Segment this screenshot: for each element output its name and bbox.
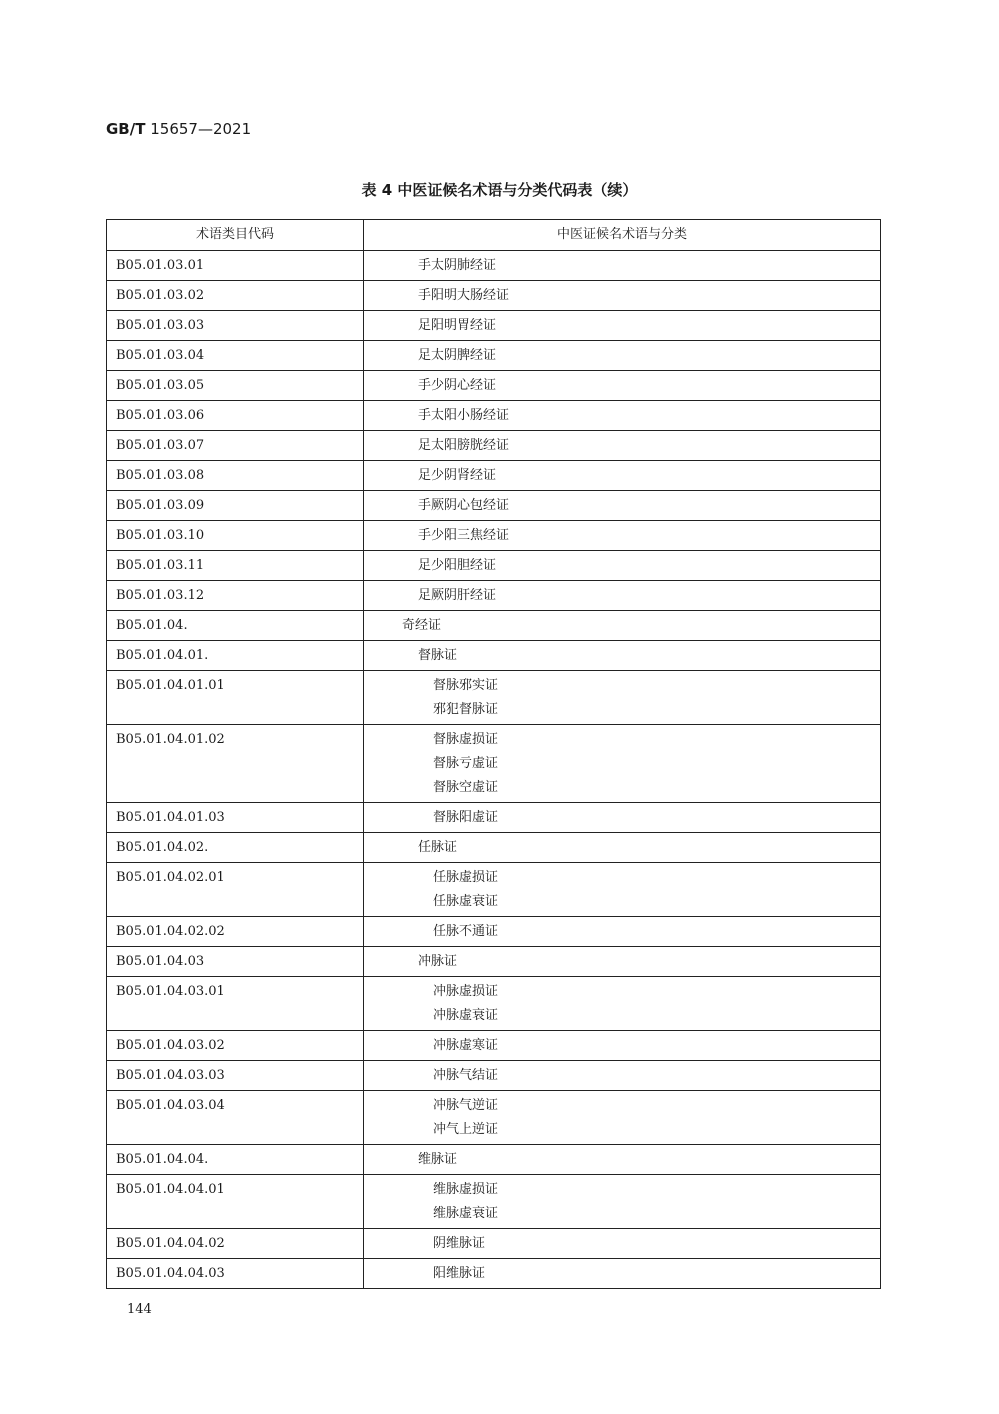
table-row [107,1061,881,1091]
syndrome-terms-cell [364,947,881,977]
syndrome-terms-cell [364,1091,881,1145]
syndrome-term: 手少阳三焦经证 [418,528,510,543]
table-row [107,1229,881,1259]
syndrome-term: 任脉虚损证 [433,870,499,885]
syndrome-term: 维脉虚衰证 [433,1206,499,1221]
syndrome-term: 督脉空虚证 [433,780,499,795]
syndrome-term: 冲脉气逆证 [433,1098,499,1113]
syndrome-term: 维脉虚损证 [433,1182,499,1197]
category-code-cell: B05.01.03.09 [107,491,364,521]
category-code-cell: B05.01.04.03.01 [107,977,364,1031]
syndrome-terms-cell [364,521,881,551]
syndrome-terms-cell [364,641,881,671]
category-code-cell: B05.01.03.08 [107,461,364,491]
category-code-cell: B05.01.03.01 [107,251,364,281]
category-code-cell: B05.01.04.01.02 [107,725,364,803]
category-code-cell: B05.01.04.04.02 [107,1229,364,1259]
syndrome-term: 冲脉虚寒证 [433,1038,499,1053]
category-code-cell: B05.01.03.07 [107,431,364,461]
category-code-cell: B05.01.04.03.02 [107,1031,364,1061]
syndrome-term: 督脉阳虚证 [433,810,499,825]
syndrome-term: 维脉证 [418,1152,458,1167]
syndrome-terms-cell [364,1145,881,1175]
syndrome-term: 手厥阴心包经证 [418,498,510,513]
syndrome-term: 督脉证 [418,648,458,663]
syndrome-term: 阳维脉证 [433,1266,486,1281]
syndrome-terms-cell [364,371,881,401]
table-row [107,371,881,401]
table-row [107,641,881,671]
document-header [106,120,251,138]
syndrome-term: 冲脉气结证 [433,1068,499,1083]
syndrome-terms-cell [364,671,881,725]
table-row [107,401,881,431]
syndrome-term: 手少阴心经证 [418,378,497,393]
syndrome-terms-cell [364,917,881,947]
category-code-cell: B05.01.04.02. [107,833,364,863]
standard-prefix: GB/T [106,120,146,138]
syndrome-term: 任脉证 [418,840,458,855]
column-header-terms: 中医证候名术语与分类 [364,220,881,251]
syndrome-term: 阴维脉证 [433,1236,486,1251]
table-row [107,671,881,725]
table-row [107,491,881,521]
syndrome-term: 督脉虚损证 [433,732,499,747]
syndrome-term: 冲脉虚衰证 [433,1008,499,1023]
syndrome-terms-cell [364,863,881,917]
syndrome-term: 足少阳胆经证 [418,558,497,573]
syndrome-terms-cell [364,341,881,371]
category-code-cell: B05.01.03.05 [107,371,364,401]
syndrome-terms-cell [364,461,881,491]
table-row [107,431,881,461]
syndrome-terms-cell [364,401,881,431]
category-code-cell: B05.01.03.12 [107,581,364,611]
syndrome-terms-cell [364,491,881,521]
table-row [107,725,881,803]
syndrome-term: 邪犯督脉证 [433,702,499,717]
table-row [107,947,881,977]
syndrome-term: 足太阳膀胱经证 [418,438,510,453]
syndrome-terms-cell [364,611,881,641]
syndrome-term: 督脉亏虚证 [433,756,499,771]
table-row [107,1031,881,1061]
table-row [107,461,881,491]
table-row [107,611,881,641]
syndrome-terms-cell [364,833,881,863]
table-header-row [107,220,881,251]
table-row [107,1091,881,1145]
category-code-cell: B05.01.03.11 [107,551,364,581]
syndrome-terms-cell [364,1061,881,1091]
syndrome-terms-cell [364,1229,881,1259]
column-header-code: 术语类目代码 [107,220,364,251]
table-row [107,311,881,341]
syndrome-term: 手太阳小肠经证 [418,408,510,423]
syndrome-term: 足厥阴肝经证 [418,588,497,603]
table-row [107,251,881,281]
code-table [106,219,881,1289]
syndrome-term: 手太阴肺经证 [418,258,497,273]
category-code-cell: B05.01.04.04. [107,1145,364,1175]
category-code-cell: B05.01.04.01.01 [107,671,364,725]
category-code-cell: B05.01.04.02.01 [107,863,364,917]
page-number: 144 [127,1302,152,1317]
table-row [107,863,881,917]
table-row [107,281,881,311]
syndrome-term: 督脉邪实证 [433,678,499,693]
table-row [107,917,881,947]
syndrome-terms-cell [364,581,881,611]
category-code-cell: B05.01.04.03.04 [107,1091,364,1145]
syndrome-terms-cell [364,311,881,341]
standard-number: 15657—2021 [150,120,252,138]
table-row [107,1145,881,1175]
syndrome-terms-cell [364,977,881,1031]
syndrome-terms-cell [364,281,881,311]
category-code-cell: B05.01.04.03 [107,947,364,977]
table-row [107,581,881,611]
syndrome-terms-cell [364,803,881,833]
category-code-cell: B05.01.03.10 [107,521,364,551]
syndrome-term: 足阳明胃经证 [418,318,497,333]
category-code-cell: B05.01.04. [107,611,364,641]
table-row [107,833,881,863]
category-code-cell: B05.01.03.02 [107,281,364,311]
syndrome-term: 足少阴肾经证 [418,468,497,483]
table-title: 表 4 中医证候名术语与分类代码表（续） [361,181,638,199]
syndrome-term: 手阳明大肠经证 [418,288,510,303]
syndrome-term: 任脉不通证 [433,924,499,939]
category-code-cell: B05.01.04.03.03 [107,1061,364,1091]
syndrome-terms-cell [364,1259,881,1289]
syndrome-terms-cell [364,1175,881,1229]
syndrome-terms-cell [364,251,881,281]
syndrome-term: 任脉虚衰证 [433,894,499,909]
syndrome-term: 奇经证 [402,618,442,633]
syndrome-terms-cell [364,1031,881,1061]
syndrome-term: 冲脉虚损证 [433,984,499,999]
table-body [107,251,881,1289]
category-code-cell: B05.01.04.04.03 [107,1259,364,1289]
category-code-cell: B05.01.04.01. [107,641,364,671]
syndrome-term: 足太阴脾经证 [418,348,497,363]
syndrome-term: 冲气上逆证 [433,1122,499,1137]
table-row [107,1259,881,1289]
category-code-cell: B05.01.03.04 [107,341,364,371]
category-code-cell: B05.01.04.02.02 [107,917,364,947]
table-row [107,977,881,1031]
table-row [107,521,881,551]
category-code-cell: B05.01.04.01.03 [107,803,364,833]
syndrome-terms-cell [364,551,881,581]
table-row [107,341,881,371]
category-code-cell: B05.01.03.03 [107,311,364,341]
syndrome-term: 冲脉证 [418,954,458,969]
category-code-cell: B05.01.03.06 [107,401,364,431]
category-code-cell: B05.01.04.04.01 [107,1175,364,1229]
table-row [107,551,881,581]
table-row [107,803,881,833]
table-row [107,1175,881,1229]
syndrome-terms-cell [364,431,881,461]
syndrome-terms-cell [364,725,881,803]
